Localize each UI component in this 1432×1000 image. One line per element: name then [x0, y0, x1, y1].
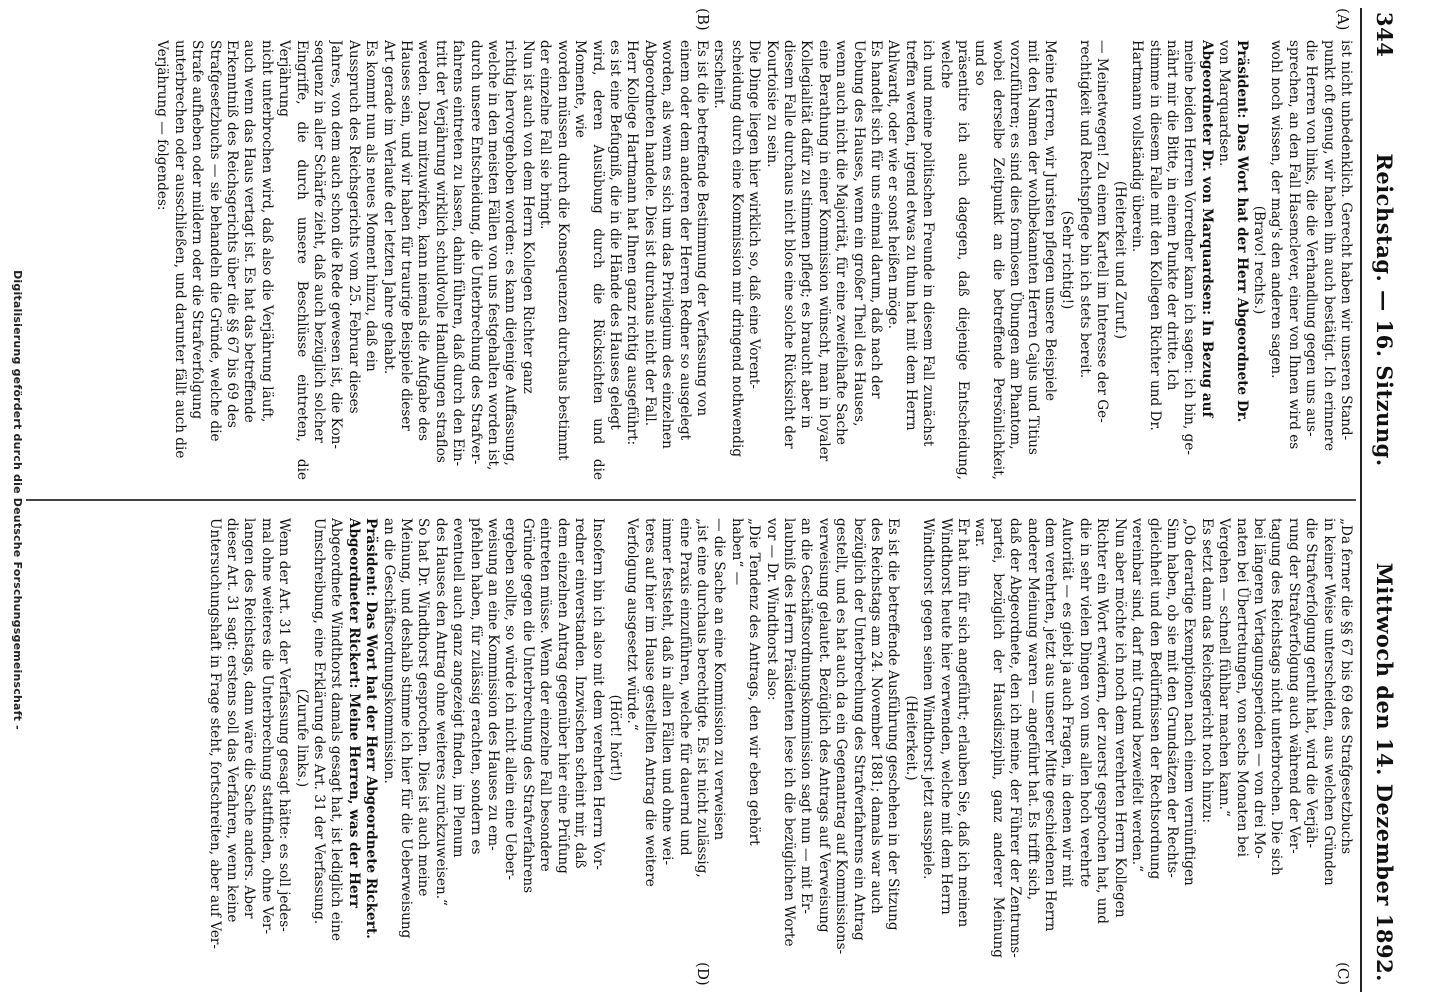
text-line: Es setzt dann das Reichsgericht noch hinzu:	[1198, 518, 1215, 824]
text-line: Untersuchungshaft in Frage steht, fortschreiten, aber auf Ver-	[206, 518, 223, 949]
text-line: die Strafverfolgung geruht hat, wird die Verjäh-	[1303, 518, 1320, 849]
text-line: fahrens eintreten zu lassen, dahin führen, daß durch den Ein-	[450, 40, 467, 467]
text-line: (Bravo! rechts.)	[1250, 205, 1267, 315]
text-line: vor — Dr. Windthorst also:	[763, 518, 780, 701]
text-line: des Reichstags am 24. November 1881; damals war auch	[868, 518, 885, 914]
left-text-column	[24, 40, 1354, 480]
text-line: Autorität — es giebt ja auch Fragen, in denen wir mit	[1059, 518, 1076, 888]
text-line: verweisung gelautet. Bezüglich des Antrags auf Verweisung	[815, 518, 832, 933]
running-title: Reichstag. — 16. Sitzung.	[1372, 153, 1398, 467]
text-line: Es kommt nun als neues Moment hinzu, daß ein	[363, 40, 380, 372]
text-line: „Die Tendenz des Antrags, den wir eben gehört	[746, 518, 763, 846]
text-line: sequenz in aller Schärfe zieht, daß auch bezüglich solcher	[311, 40, 328, 443]
text-line: — die Sache an eine Kommission zu verweisen	[711, 518, 728, 841]
text-line: haben“ —	[728, 518, 745, 586]
text-line: ist nicht unbedenklich. Gerecht haben wir unseren Stand-	[1338, 40, 1354, 441]
header-rule	[1360, 8, 1362, 992]
text-line: vorzuführen; es sind dies formlosen Übungen am Phantom,	[1007, 40, 1024, 450]
text-line: naten bei Übertretungen, von sechs Monaten bei	[1233, 518, 1250, 857]
text-line: worden, als wenn es sich um das Privilegium des einzelnen	[659, 40, 676, 449]
text-line: an die Geschäftsordnungskommission.	[380, 518, 397, 784]
text-line: werden. Dazu mitzuwirken, kann niemals die Aufgabe des	[415, 40, 432, 441]
text-line: eine Berathung in einer Kommission wünscht, man in loyaler	[815, 40, 832, 462]
text-line: Kourtoisie zu sein.	[763, 40, 780, 168]
text-line: Die Dinge liegen hier wirklich so, daß eine Vorent-	[746, 40, 763, 389]
margin-marker-d: (D)	[694, 962, 712, 986]
text-line: ich und meine politischen Freunde in diesem Fall zunächst	[920, 40, 937, 447]
text-line: langen des Reichstags, dann wäre die Sache anders. Aber	[241, 518, 258, 919]
text-line: Vergehen — schnell fühlbar machen kann.“	[1216, 518, 1233, 817]
text-line: pfehlen haben, für zulässig erachten, sondern es	[467, 518, 484, 855]
text-line: Richter ein Wort erwidern, der zuerst gesprochen hat, und	[1094, 518, 1111, 924]
text-line: durch unsere Entscheidung, die Unterbrechung des Strafver-	[467, 40, 484, 465]
text-line: daß der Abgeordnete, den ich meine, der Führer der Zentrums-	[1007, 518, 1024, 958]
text-line: Strafgesetzbuchs — sie behandeln die Gründe, welche die	[206, 40, 223, 442]
text-line: partei, bezüglich der Hausdisziplin, ganz anderer Meinung war.	[972, 518, 1006, 958]
text-line: Ausspruch des Reichsgerichts vom 25. Februar dieses	[345, 40, 362, 414]
text-line: vereinbar sind, darf mit Grund bezweifelt werden.“	[1129, 518, 1146, 873]
column-divider	[26, 499, 1356, 501]
text-line: wenn auch nicht die Majorität, für eine zweifelhafte Sache	[833, 40, 850, 445]
text-line: Wenn der Art. 31 der Verfassung gesagt hätte: es soll jedes-	[276, 518, 293, 932]
text-line: Windthorst heute hier verwenden, welche mit dem Herrn	[937, 518, 954, 915]
text-line: anderer Meinung waren — angeführt hat. Es trifft sich,	[1024, 518, 1041, 901]
text-line: Es handelt sich für uns einmal darum, daß nach der	[868, 40, 885, 399]
text-line: Strafe aufheben oder mildern oder die Strafverfolgung	[189, 40, 206, 420]
text-line: laubniß des Herrn Präsidenten lese ich die bezüglichen Worte	[781, 518, 797, 947]
text-line: rung der Strafverfolgung auch während der Ver-	[1285, 518, 1302, 854]
text-line: stimme in diesem Falle mit den Kollegen Richter und Dr.	[1146, 40, 1163, 431]
text-line: Art gerade im Verlaufe der letzten Jahre gehabt.	[380, 40, 397, 375]
text-line: weisung an eine Kommission des Hauses zu em-	[485, 518, 502, 851]
text-line: welche in den meisten Fällen von uns festgehalten worden ist,	[485, 40, 502, 471]
text-line: rechtigkeit und Rechtspflege bin ich stets bereit.	[1076, 40, 1093, 379]
text-line: teres auf hier im Hause gestellten Antrag die weitere	[641, 518, 658, 887]
text-line: mit den Namen der wohlbekannten Herren Cajus und Titius	[1024, 40, 1041, 455]
text-line: Ahlwardt, oder wie er sonst heißen möge.	[885, 40, 902, 330]
text-line: die in sehr vielen Dingen von uns allen hoch verehrte	[1076, 518, 1093, 888]
text-line: wobei derselbe Zeitpunkt an die betreffende Persönlichkeit, und so	[972, 40, 1006, 480]
text-line: „Ob derartige Exemptionen nach einem vernünftigen	[1181, 518, 1198, 886]
text-line: punkt oft genug, wir haben ihn auch bestätigt. Ich erinnere	[1320, 40, 1337, 451]
text-line: Jahres, von dem auch schon die Rede gewesen ist, die Kon-	[328, 40, 345, 449]
text-line: „ist eine durchaus berechtigte. Es ist nicht zulässig,	[693, 518, 710, 878]
text-line: tritt der Verjährung wirklich schuldvolle Handlungen straflos	[432, 40, 449, 463]
text-line: (Heiterkeit und Zuruf.)	[1111, 180, 1128, 340]
text-line: einem oder dem anderen der Herren Redner so ausgelegt	[676, 40, 693, 441]
text-line: Abgeordneter Rickert: Meine Herren, was der Herr	[345, 518, 362, 908]
text-line: Meine Herren, wir Juristen pflegen unsere Beispiele	[1042, 40, 1059, 402]
text-line: treffen werden, irgend etwas zu thun hat mit dem Herrn	[902, 40, 919, 431]
text-line: Hauses sein, und wir haben für traurige Beispiele dieser	[398, 40, 415, 431]
margin-marker-c: (C)	[1334, 962, 1352, 986]
text-line: es ist eine Befugniß, die in die Hände des Hauses gelegt	[606, 40, 623, 430]
digitization-credit	[6, 0, 30, 1000]
text-line: Gründe gegen die Unterbrechung des Strafverfahrens	[519, 518, 536, 894]
text-line: worden müssen durch die Konsequenzen durchaus bestimmt	[554, 40, 571, 461]
right-text-column	[24, 518, 1354, 958]
text-line: unterbrechen oder ausschließen, und darunter fällt auch die	[171, 40, 188, 459]
text-line: der einzelne Fall sie bringt.	[537, 40, 554, 230]
text-line: dem verehrten, jetzt aus unserer Mitte geschiedenen Herrn	[1042, 518, 1059, 932]
text-line: (Zurufe links.)	[293, 688, 310, 788]
text-line: So hat Dr. Windthorst gesprochen. Dies ist auch meine	[415, 518, 432, 897]
text-line: gleichheit und den Bedürfnissen der Rechtsordnung	[1146, 518, 1163, 880]
text-line: an die Geschäftsordnungskommission sagt nun — mit Er-	[798, 518, 815, 914]
text-line: Es ist die betreffende Ausführung geschehen in der Sitzung	[885, 518, 902, 931]
text-line: — Meinetwegen! Zu einem Kartell im Interesse der Ge-	[1094, 40, 1111, 423]
text-line: (Heiterkeit.)	[902, 695, 919, 781]
text-line: nicht unterbrochen wird, daß also die Verjährung läuft,	[258, 40, 275, 423]
text-line: Umschreibung, eine Erklärung des Art. 31 der Verfassung.	[311, 518, 328, 925]
text-line: des Hauses den Antrag ohne weiteres zurückzuweisen.“	[432, 518, 449, 907]
text-line: eventuell auch ganz angezeigt finden, im Plenum	[450, 518, 467, 858]
text-line: „Da ferner die §§ 67 bis 69 des Strafgesetzbuchs	[1338, 518, 1354, 855]
text-line: Meinung, und deshalb stimme ich hier für die Ueberweisung	[398, 518, 415, 939]
text-line: Sinn haben, ob sie mit den Grundsätzen der Rechts-	[1163, 518, 1180, 878]
text-line: Abgeordneter Dr. von Marquardsen: In Bezug auf	[1198, 40, 1215, 418]
text-line: Erkenntniß des Reichsgerichts über die §§ 67 bis 69 des	[224, 40, 240, 428]
text-line: tagung des Reichstags nicht unterbrochen. Die sich	[1268, 518, 1285, 876]
text-line: bezüglich der Unterbrechung des Strafverfahrens ein Antrag	[850, 518, 867, 941]
text-line: scheidung durch eine Kommission mir dringend nothwendig	[728, 40, 745, 458]
page-number: 344	[1372, 12, 1398, 58]
text-line: Kollegialität dafür zu stimmen pflegt; es braucht aber in	[798, 40, 815, 429]
text-line: Herr Kollege Hartmann hat Ihnen ganz richtig ausgeführt:	[624, 40, 641, 446]
text-line: Nun ist auch von dem Herrn Kollegen Richter ganz	[519, 40, 536, 394]
text-line: Uebung des Hauses, wenn ein großer Theil des Hauses,	[850, 40, 867, 427]
text-line: immer feststeht, daß in allen Fällen und ohne wei-	[659, 518, 676, 866]
text-line: mal ohne weiteres die Unterbrechung stattfinden, ohne Ver-	[258, 518, 275, 935]
text-line: wird, deren Ausübung durch die Rücksichten und die Momente, wie	[572, 40, 606, 480]
margin-marker-a: (A)	[1334, 8, 1352, 31]
text-line: die Herren von links, die die Verhandlung gegen uns aus-	[1303, 40, 1320, 437]
text-line: nährt mir die Bitte, in einem Punkte der dritte. Ich	[1163, 40, 1180, 391]
text-line: Es ist die betreffende Bestimmung der Verfassung von	[693, 40, 710, 417]
text-line: Abgeordneten handele. Dies ist durchaus nicht der Fall.	[641, 40, 658, 427]
text-line: meine beiden Herren Vorredner kann ich sagen: ich bin, ge-	[1181, 40, 1198, 455]
text-line: eintreten müsse. Wenn der einzelne Fall besondere	[537, 518, 554, 872]
text-line: Hartmann vollständig überein.	[1129, 40, 1146, 253]
text-line: bei längeren Vertagungsperioden — von drei Mo-	[1250, 518, 1267, 859]
text-line: Verfolgung ausgesetzt würde.“	[624, 518, 641, 731]
text-line: ergeben sollte, so würde ich nicht allein eine Ueber-	[502, 518, 519, 880]
text-line: redner einverstanden. Inzwischen scheint mir, daß	[572, 518, 589, 869]
text-line: richtig hervorgehoben worden: es kann diejenige Auffassung,	[502, 40, 519, 466]
text-line: (Hört! hört!)	[606, 694, 623, 782]
text-line: gestellt, und es hat auch da ein Gegenantrag auf Kommissions-	[833, 518, 850, 955]
text-line: (Sehr richtig!)	[1059, 210, 1076, 310]
text-line: Präsident: Das Wort hat der Herr Abgeordnete Rickert.	[363, 518, 380, 939]
margin-marker-b: (B)	[694, 8, 712, 31]
text-line: von Marquardsen.	[1216, 40, 1233, 167]
text-line: Abgeordnete Windthorst damals gesagt hat, ist lediglich eine	[328, 518, 345, 942]
text-line: Präsident: Das Wort hat der Herr Abgeordnete Dr.	[1233, 40, 1250, 423]
text-line: Windthorst gegen seinen Windthorst jetzt ausspiele.	[920, 518, 937, 880]
text-line: sprechen, an den Fall Hasenclever, einer von Ihnen wird es	[1285, 40, 1302, 450]
text-line: in keiner Weise unterscheiden, aus welchen Gründen	[1320, 518, 1337, 886]
text-line: Eingriffe, die durch unsere Beschlüsse eintreten, die Verjährung	[276, 40, 310, 480]
text-line: präsentire ich auch dagegen, daß diejenige Entscheidung, welche	[937, 40, 972, 480]
text-line: wohl noch wissen, der mag's den anderen sagen.	[1268, 40, 1285, 379]
credit-text: Digitalisierung gefördert durch die Deutsche Forschungsgemeinschaft -	[11, 270, 25, 730]
text-line: Verjährung — folgendes:	[154, 40, 171, 211]
session-date: Mittwoch den 14. Dezember 1892.	[1372, 562, 1398, 982]
text-line: dieser Art. 31 sagt: erstens soll das Verfahren, wenn keine	[224, 518, 240, 923]
text-line: erscheint.	[711, 40, 728, 109]
text-line: diesem Falle durchaus nicht blos eine solche Rücksicht der	[781, 40, 797, 449]
text-line: Er hat ihn für sich angeführt; erlauben Sie, daß ich meinen	[955, 518, 972, 928]
text-line: auch wenn das Haus vertagt ist. Es hat das betreffende	[241, 40, 258, 423]
text-line: eine Praxis einzuführen, welche für dauernd und	[676, 518, 693, 856]
page-header	[1366, 0, 1404, 1000]
text-line: dem einzelnen Antrag gegenüber hier eine Prüfung	[554, 518, 571, 874]
text-line: Nun aber möchte ich noch dem verehrten Herrn Kollegen	[1111, 518, 1128, 918]
text-line: Insofern bin ich also mit dem verehrten Herrn Vor-	[589, 518, 606, 870]
